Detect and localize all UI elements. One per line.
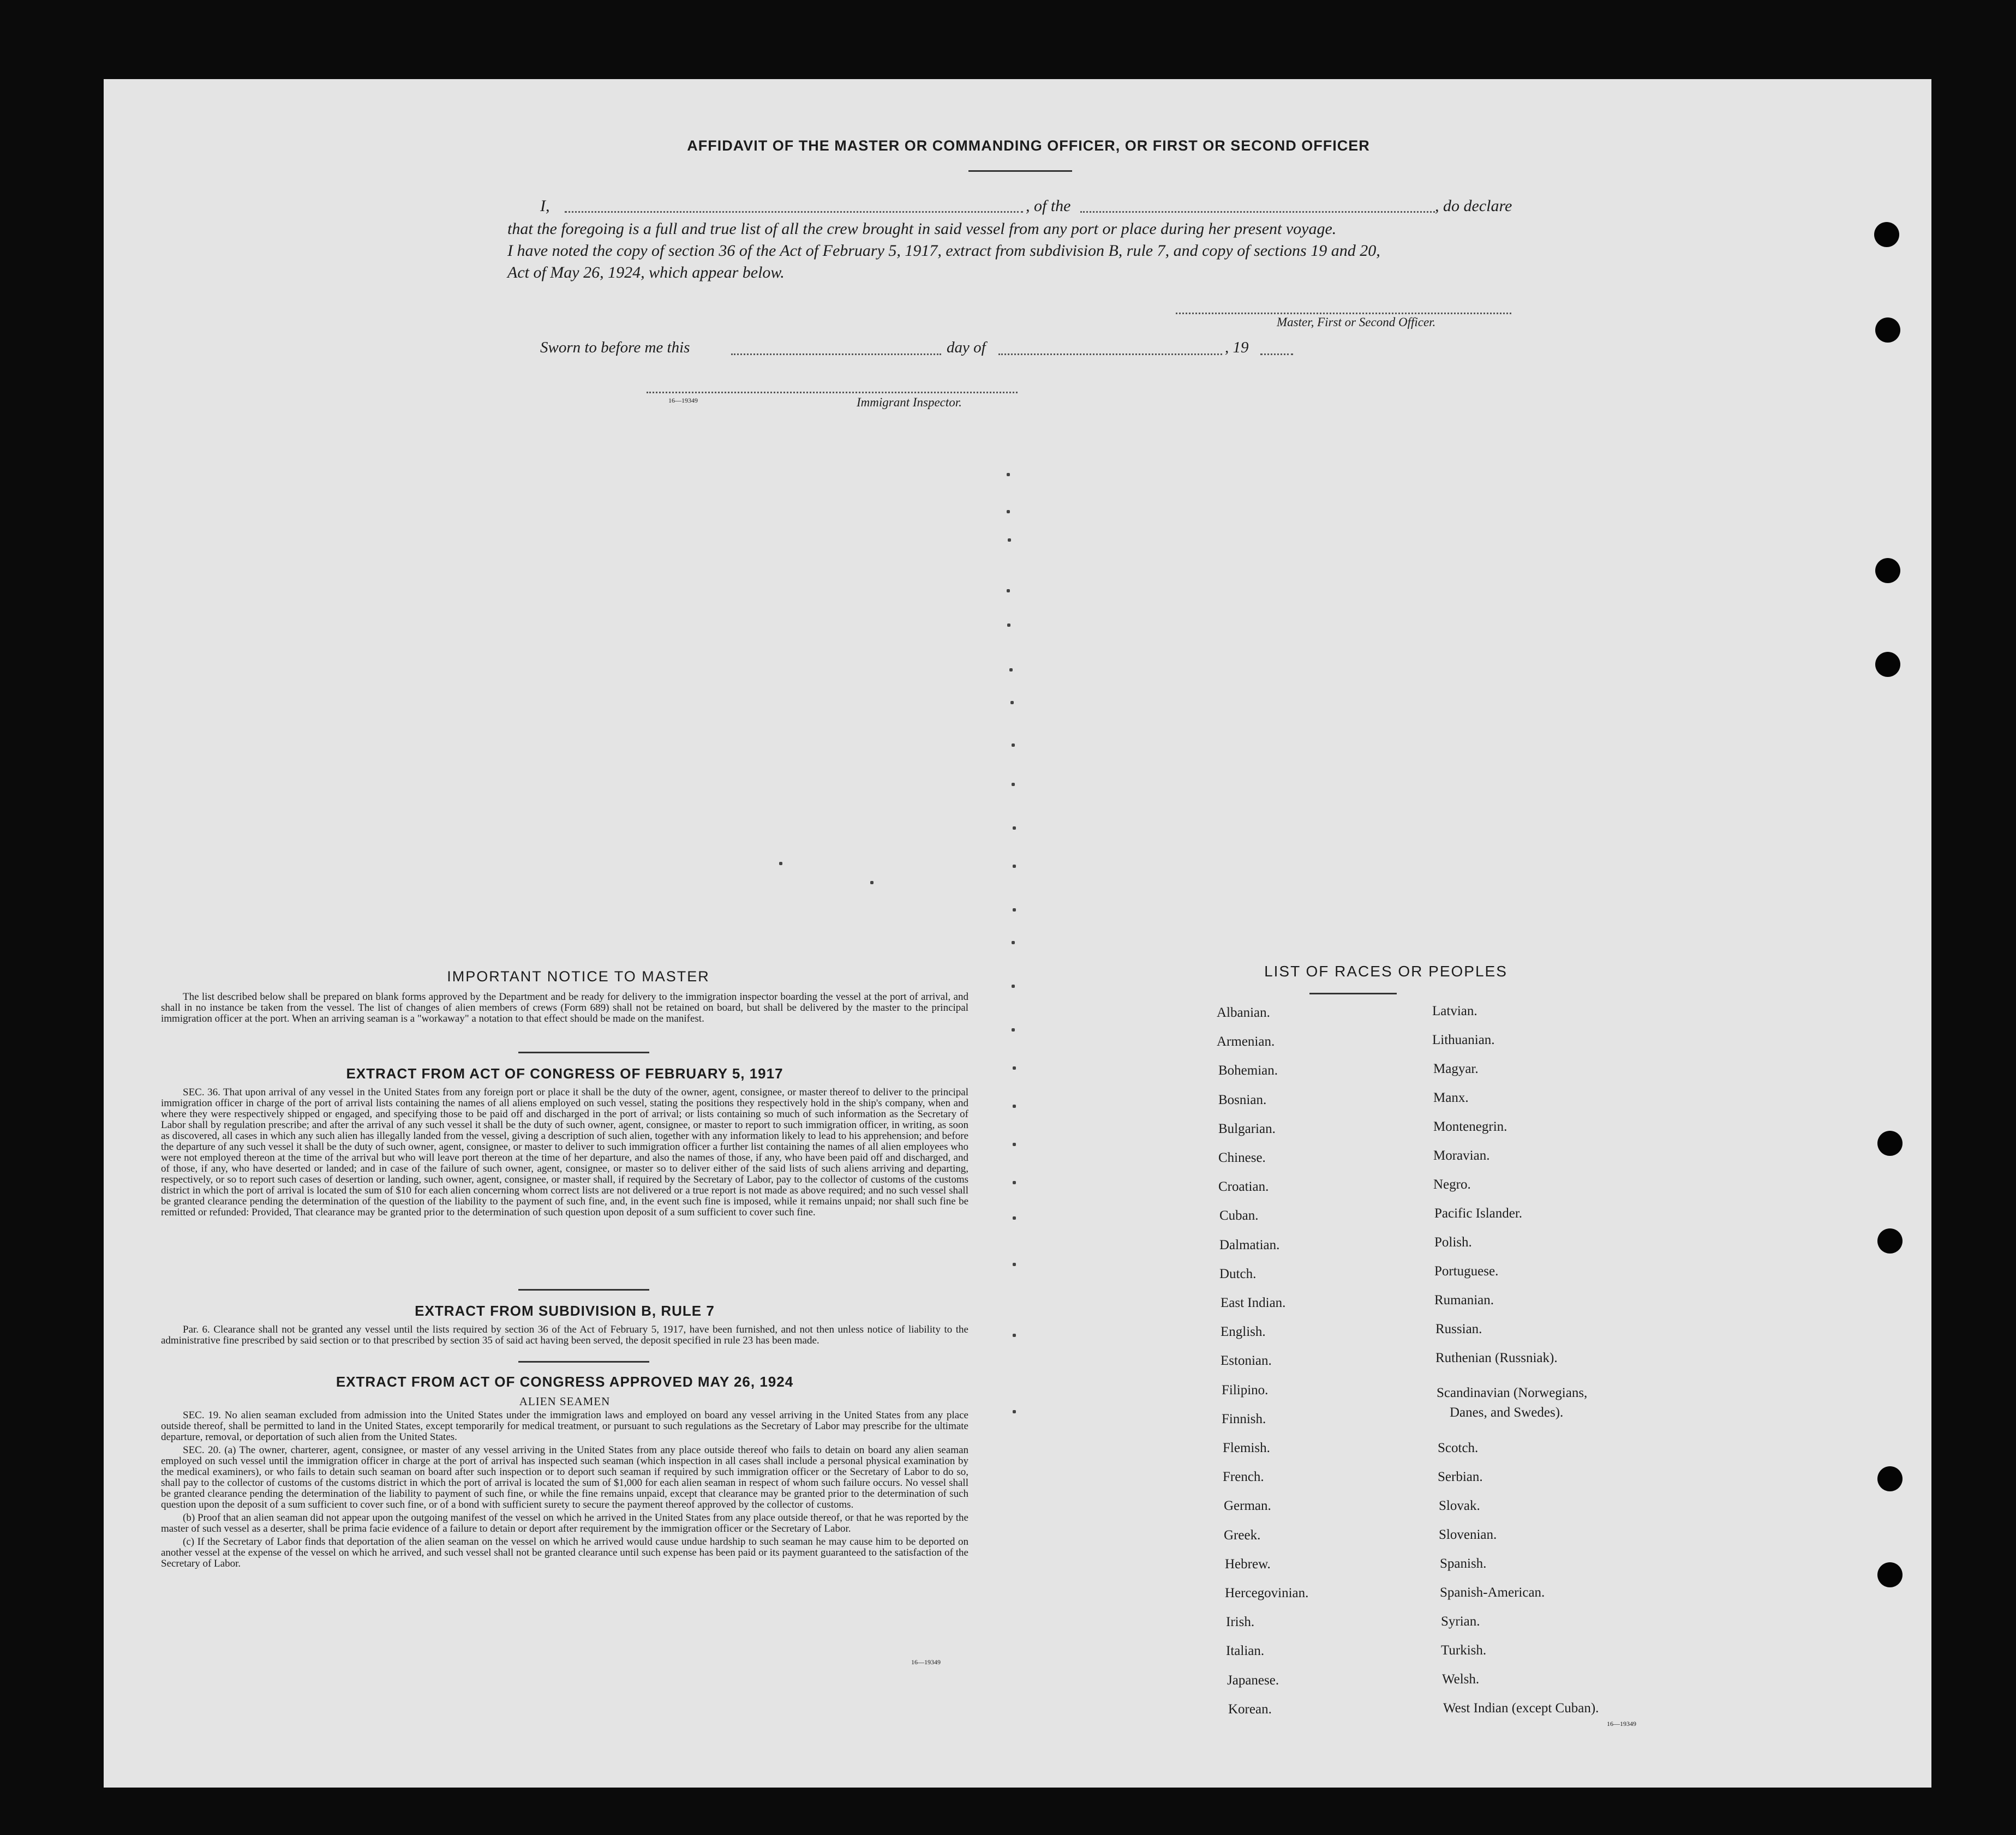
race-right-item: Magyar. xyxy=(1433,1062,1479,1076)
race-left-item: Croatian. xyxy=(1218,1179,1269,1194)
race-right-item-continuation: Danes, and Swedes). xyxy=(1450,1405,1564,1420)
affidavit-line-4: Act of May 26, 1924, which appear below. xyxy=(507,263,785,281)
fold-mark xyxy=(1012,1028,1015,1032)
sworn-day: day of xyxy=(947,339,986,356)
race-right-item: Slovak. xyxy=(1439,1498,1480,1513)
par-6-paragraph: Par. 6. Clearance shall not be granted any vessel until the lists required by section 36 of the Act of February 5, 1917, have been furnished, and not then unless notice of liability to the administrative fine prescribed by said section or to that prescribed by section 35 of said act having been served, the deposit specified in rule 23 has been made. xyxy=(161,1324,968,1346)
extract-1924-title: EXTRACT FROM ACT OF CONGRESS APPROVED MAY 26, 1924 xyxy=(336,1374,794,1390)
inspector-caption: Immigrant Inspector. xyxy=(857,395,962,409)
fold-mark xyxy=(1007,510,1010,513)
race-right-item: West Indian (except Cuban). xyxy=(1443,1701,1599,1716)
race-right-item: Syrian. xyxy=(1441,1614,1480,1629)
races-title: LIST OF RACES OR PEOPLES xyxy=(1264,963,1507,980)
race-left-item: Chinese. xyxy=(1218,1150,1266,1165)
extract-1924-body xyxy=(161,1410,968,1572)
fold-mark xyxy=(1012,985,1015,988)
race-left-item: Filipino. xyxy=(1222,1383,1269,1398)
sec-20a-paragraph: SEC. 20. (a) The owner, charterer, agent, consignee, or master of any vessel arriving in the United States from any place outside thereof who fails to detain on board any alien seaman employed on such vessel until the immigration officer in charge at the port of arrival has inspected such seaman (which inspection in all cases shall include a personal physical examination by the medical examiners), or who fails to detain such seaman on board after such inspection or to deport such seaman if required by such immigration officer or the Secretary of Labor to do so, shall pay to the collector of customs of the customs district in which the port of arrival is located the sum of $1,000 for each alien seaman in respect of whom such failure occurs. No vessel shall be granted clearance pending the determination of the liability to payment of such fine, or while the fine remains unpaid, except that clearance may be granted prior to the determination of such question upon the deposit of a sum sufficient to cover such fine, or of a bond with sufficient surety to secure the payment thereof approved by the collector of customs. xyxy=(161,1444,968,1510)
fold-mark xyxy=(1013,1263,1016,1266)
fold-mark xyxy=(1008,538,1011,542)
title-divider xyxy=(968,170,1072,172)
fold-mark xyxy=(1013,1216,1016,1220)
races-divider xyxy=(1309,993,1397,994)
race-right-item: Slovenian. xyxy=(1439,1527,1497,1542)
race-right-item: Welsh. xyxy=(1442,1672,1480,1687)
sworn-year: , 19 xyxy=(1225,339,1249,356)
signature-line xyxy=(1176,313,1511,314)
race-left-item: Hebrew. xyxy=(1225,1557,1271,1572)
race-left-item: Greek. xyxy=(1224,1528,1261,1543)
vessel-blank-line xyxy=(1080,211,1435,213)
document-sheet xyxy=(104,79,1931,1788)
race-left-item: Cuban. xyxy=(1219,1208,1259,1223)
race-right-item: Scotch. xyxy=(1438,1441,1479,1455)
race-left-item: Albanian. xyxy=(1217,1005,1270,1020)
race-left-item: Irish. xyxy=(1226,1615,1255,1629)
fold-mark xyxy=(1013,1410,1016,1413)
notice-title: IMPORTANT NOTICE TO MASTER xyxy=(447,968,710,985)
race-right-item: Scandinavian (Norwegians, xyxy=(1437,1386,1588,1400)
section-divider xyxy=(518,1052,649,1053)
race-left-item: Estonian. xyxy=(1221,1353,1272,1368)
race-right-item: Spanish. xyxy=(1440,1556,1487,1571)
race-right-item: Ruthenian (Russniak). xyxy=(1435,1351,1558,1365)
race-left-item: Korean. xyxy=(1228,1702,1272,1717)
signature-caption: Master, First or Second Officer. xyxy=(1277,315,1436,329)
affidavit-of: , of the xyxy=(1026,197,1071,215)
affidavit-title: AFFIDAVIT OF THE MASTER OR COMMANDING OFFICER, OR FIRST OR SECOND OFFICER xyxy=(687,137,1370,154)
race-left-item: Dutch. xyxy=(1219,1267,1257,1281)
stray-mark xyxy=(779,862,782,865)
affidavit-i: I, xyxy=(540,197,550,215)
race-right-item: Polish. xyxy=(1434,1235,1472,1250)
race-left-item: Dalmatian. xyxy=(1219,1238,1280,1252)
affidavit-declare: , do declare xyxy=(1435,197,1512,215)
fold-mark xyxy=(1010,701,1014,704)
punch-hole xyxy=(1874,222,1899,247)
notice-paragraph: The list described below shall be prepared on blank forms approved by the Department and be ready for delivery to the immigration inspector boarding the vessel at the port of arrival, and shall in no instance be taken from the vessel. The list of changes of alien members of crews (Form 689) shall not be retained on board, but shall be delivered by the master to the principal immigration officer at the port. When an arriving seaman is a "workaway" a notation to that effect should be made on the manifest. xyxy=(161,991,968,1024)
race-left-item: French. xyxy=(1223,1470,1264,1484)
sworn-year-line xyxy=(1260,353,1293,355)
fold-mark xyxy=(1013,1143,1016,1146)
fold-mark xyxy=(1009,668,1013,671)
race-left-item: Bosnian. xyxy=(1218,1093,1267,1107)
race-right-item: Manx. xyxy=(1433,1090,1469,1105)
fold-mark xyxy=(1012,783,1015,786)
extract-1917-title: EXTRACT FROM ACT OF CONGRESS OF FEBRUARY 5, 1917 xyxy=(346,1065,783,1082)
sworn-date-line xyxy=(731,353,941,355)
fold-mark xyxy=(1013,1105,1016,1108)
race-right-item: Latvian. xyxy=(1432,1004,1477,1018)
race-left-item: German. xyxy=(1224,1498,1271,1513)
form-number-left: 16—19349 xyxy=(911,1658,941,1666)
extract-rule7-title: EXTRACT FROM SUBDIVISION B, RULE 7 xyxy=(415,1303,715,1319)
race-left-item: Bulgarian. xyxy=(1218,1122,1276,1136)
punch-hole xyxy=(1877,1562,1903,1587)
race-left-item: Finnish. xyxy=(1222,1412,1266,1426)
section-divider xyxy=(518,1361,649,1363)
race-right-item: Spanish-American. xyxy=(1440,1585,1545,1600)
fold-mark xyxy=(1012,743,1015,747)
race-left-item: English. xyxy=(1221,1324,1266,1339)
sec-36-paragraph: SEC. 36. That upon arrival of any vessel in the United States from any foreign port or place it shall be the duty of the owner, agent, consignee, or master thereof to deliver to the principal immigration officer in charge of the port of arrival lists containing the names of all aliens employed on such vessel, stating the positions they respectively hold in the ship's company, when and where they were respectively shipped or engaged, and specifying those to be paid off and discharged in the port of arrival; or lists containing so much of such information as the Secretary of Labor shall by regulation prescribe; and after the arrival of any such vessel it shall be the duty of such owner, agent, consignee, or master to report to such immigration officer, in writing, as soon as discovered, all cases in which any such alien has illegally landed from the vessel, giving a description of such alien, together with any information likely to lead to his apprehension; and before the departure of any such vessel it shall be the duty of such owner, agent, consignee, or master to deliver to such immigration officer a further list containing the names of all alien employees who were not employed thereon at the time of the arrival but who will leave port thereon at the time of her departure, and also the names of those, if any, who have been paid off and discharged, and of those, if any, who have deserted or landed; and in case of the failure of such owner, agent, consignee, or master so to deliver either of the said lists of such aliens arriving and departing, respectively, or so to report such cases of desertion or landing, such owner, agent, consignee, or master shall, if required by the Secretary of Labor, pay to the collector of customs of the customs district in which the port of arrival is located the sum of $10 for each alien concerning whom correct lists are not delivered or a true report is not made as above required; and no such vessel shall be granted clearance pending the determination of the question of the liability to the payment of such fine, and, in the event such fine is imposed, while it remains unpaid; nor shall such fine be remitted or refunded: Provided, That clearance may be granted prior to the determination of such question upon deposit of a sum sufficient to cover such fine. xyxy=(161,1087,968,1218)
fold-mark xyxy=(1013,908,1016,911)
race-right-item: Rumanian. xyxy=(1434,1293,1494,1308)
affidavit-line-2: that the foregoing is a full and true list of all the crew brought in said vessel from any port or place during her present voyage. xyxy=(507,220,1337,238)
punch-hole xyxy=(1875,652,1900,677)
race-right-item: Lithuanian. xyxy=(1432,1033,1495,1047)
race-left-item: Hercegovinian. xyxy=(1225,1586,1309,1600)
affidavit-line-3: I have noted the copy of section 36 of the Act of February 5, 1917, extract from subdivision B, rule 7, and copy of sections 19 and 20, xyxy=(507,242,1380,260)
race-right-item: Pacific Islander. xyxy=(1434,1206,1523,1221)
fold-mark xyxy=(1013,826,1016,830)
punch-hole xyxy=(1877,1228,1903,1254)
notice-body xyxy=(161,992,968,1027)
punch-hole xyxy=(1877,1466,1903,1491)
race-right-item: Moravian. xyxy=(1433,1148,1490,1163)
name-blank-line xyxy=(565,211,1023,213)
race-right-item: Negro. xyxy=(1433,1177,1471,1192)
fold-mark xyxy=(1007,623,1010,627)
fold-mark xyxy=(1013,1334,1016,1337)
section-divider xyxy=(518,1289,649,1291)
race-left-item: Italian. xyxy=(1226,1644,1265,1658)
sworn-month-line xyxy=(998,353,1222,355)
fold-mark xyxy=(1007,473,1010,476)
race-right-item: Turkish. xyxy=(1441,1643,1487,1658)
form-number-right: 16—19349 xyxy=(1607,1720,1636,1728)
punch-hole xyxy=(1877,1131,1903,1156)
alien-seamen-subtitle: ALIEN SEAMEN xyxy=(519,1395,611,1408)
fold-mark xyxy=(1013,1066,1016,1070)
race-right-item: Portuguese. xyxy=(1434,1264,1499,1279)
fold-mark xyxy=(1013,1181,1016,1184)
fold-mark xyxy=(1013,865,1016,868)
fold-mark xyxy=(1007,589,1010,592)
inspector-line xyxy=(647,392,1018,393)
sec-19-paragraph: SEC. 19. No alien seaman excluded from admission into the United States under the immigration laws and employed on board any vessel arriving in the United States from any place outside thereof, shall be permitted to land in the United States, except temporarily for medical treatment, or pursuant to such regulations as the Secretary of Labor may prescribe for the ultimate departure, removal, or deportation of such alien from the United States. xyxy=(161,1410,968,1443)
form-number: 16—19349 xyxy=(668,397,698,404)
race-left-item: East Indian. xyxy=(1221,1296,1286,1310)
extract-1917-body xyxy=(161,1087,968,1220)
race-right-item: Russian. xyxy=(1435,1322,1482,1336)
punch-hole xyxy=(1875,317,1900,343)
stray-mark xyxy=(870,881,874,884)
race-left-item: Japanese. xyxy=(1227,1673,1279,1688)
fold-mark xyxy=(1012,941,1015,944)
sec-20c-paragraph: (c) If the Secretary of Labor finds that deportation of the alien seaman on the vessel on which he arrived would cause undue hardship to such seaman he may cause him to be deported on another vessel at the expense of the vessel on which he arrived, and such vessel shall not be granted clearance until such expense has been paid or its payment guaranteed to the satisfaction of the Secretary of Labor. xyxy=(161,1536,968,1569)
race-right-item: Montenegrin. xyxy=(1433,1119,1507,1134)
extract-rule7-body xyxy=(161,1324,968,1348)
sec-20b-paragraph: (b) Proof that an alien seaman did not appear upon the outgoing manifest of the vessel on which he arrived in the United States from any place outside thereof, or that he was reported by the master of such vessel as a deserter, shall be prima facie evidence of a failure to detain or deport after requirement by the immigration officer or the Secretary of Labor. xyxy=(161,1512,968,1534)
sworn-prefix: Sworn to before me this xyxy=(540,339,690,356)
race-left-item: Flemish. xyxy=(1223,1441,1270,1455)
race-left-item: Armenian. xyxy=(1217,1034,1275,1049)
race-right-item: Serbian. xyxy=(1438,1470,1483,1484)
race-left-item: Bohemian. xyxy=(1218,1063,1278,1078)
punch-hole xyxy=(1875,558,1900,583)
